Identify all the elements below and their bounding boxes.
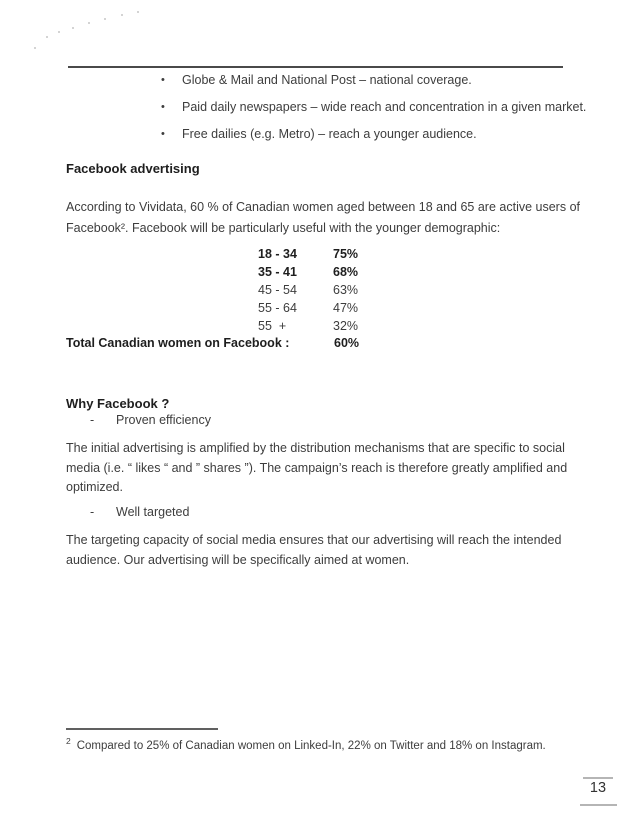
- page-number: 13: [589, 780, 607, 796]
- point-well-targeted: Well targeted: [116, 505, 190, 519]
- bullet-item-text: Paid daily newspapers – wide reach and concentration in a given market.: [182, 100, 587, 114]
- percentage-cell: 47%: [333, 301, 359, 315]
- intro-paragraph-line: Facebook². Facebook will be particularly useful with the younger demographic:: [66, 221, 501, 235]
- percentage-cell: 32%: [333, 319, 359, 333]
- efficiency-paragraph-line: media (i.e. “ likes “ and ” shares ”). The campaign’s reach is therefore greatly amplified and: [66, 461, 568, 475]
- footnote: [66, 736, 546, 752]
- bullet-dot-icon: •: [161, 101, 165, 113]
- age-range-cell: 35 - 41: [258, 265, 297, 279]
- bullet-item: [161, 72, 472, 88]
- age-range-cell: 45 - 54: [258, 283, 297, 297]
- page-number-rule-bottom: [580, 804, 617, 806]
- age-range-cell: 55 +: [258, 319, 287, 333]
- bullet-item-text: Free dailies (e.g. Metro) – reach a younger audience.: [182, 127, 477, 141]
- table-row: [0, 265, 624, 283]
- top-horizontal-rule: [68, 66, 563, 68]
- footnote-separator-rule: [66, 728, 218, 730]
- efficiency-paragraph-line: The initial advertising is amplified by the distribution mechanisms that are specific to social: [66, 441, 565, 455]
- percentage-cell: 63%: [333, 283, 359, 297]
- targeting-paragraph-line: The targeting capacity of social media ensures that our advertising will reach the intended: [66, 533, 562, 547]
- footnote-text: Compared to 25% of Canadian women on Linked-In, 22% on Twitter and 18% on Instagram.: [76, 739, 546, 752]
- section-heading-why-facebook: Why Facebook ?: [66, 396, 170, 411]
- section-heading-facebook-advertising: Facebook advertising: [66, 161, 200, 176]
- bullet-item: [161, 126, 477, 142]
- percentage-cell: 68%: [333, 265, 359, 279]
- percentage-cell: 75%: [333, 247, 359, 261]
- table-row: [0, 283, 624, 301]
- age-range-cell: 55 - 64: [258, 301, 297, 315]
- table-total-label: Total Canadian women on Facebook :: [66, 336, 290, 350]
- bullet-dot-icon: •: [161, 74, 165, 86]
- table-total-value: 60%: [334, 336, 360, 350]
- dash-bullet: -: [90, 413, 95, 427]
- intro-paragraph-line: According to Vividata, 60 % of Canadian women aged between 18 and 65 are active users of: [66, 200, 580, 214]
- efficiency-paragraph-line: optimized.: [66, 480, 123, 494]
- bullet-dot-icon: •: [161, 128, 165, 140]
- age-range-cell: 18 - 34: [258, 247, 297, 261]
- page-number-rule-top: [583, 777, 613, 779]
- targeting-paragraph-line: audience. Our advertising will be specifically aimed at women.: [66, 553, 410, 567]
- table-row: [0, 319, 624, 337]
- bullet-item: [161, 99, 586, 115]
- footnote-marker: 2: [66, 736, 71, 746]
- table-row: [0, 301, 624, 319]
- dash-bullet: -: [90, 505, 95, 519]
- table-row: [0, 247, 624, 265]
- bullet-item-text: Globe & Mail and National Post – national coverage.: [182, 73, 472, 87]
- point-proven-efficiency: Proven efficiency: [116, 413, 211, 427]
